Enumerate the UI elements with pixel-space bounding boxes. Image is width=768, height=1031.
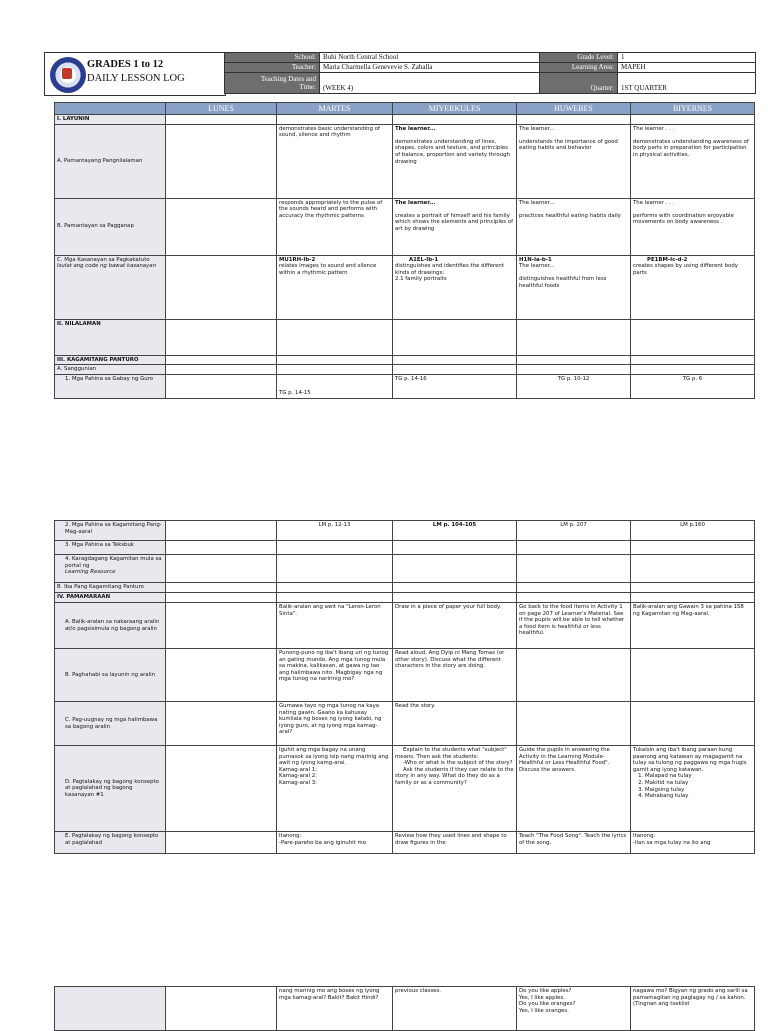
row-label-pamantayan-sa-pagganap: B. Pamantayan sa Pagganap bbox=[55, 198, 166, 255]
quarter-value: 1ST QUARTER bbox=[618, 73, 756, 94]
row-label-balik-aral: A. Balik-aralan sa nakaraang aralin at/o pagsisimula ng bagong aralin bbox=[55, 603, 166, 649]
cell-lm-huwebes: LM p. 207 bbox=[517, 521, 631, 541]
cell-b-huwebes: The learner... practices healthful eating habits daily bbox=[517, 198, 631, 255]
cell-b-miyerkules: The learner... creates a portrait of himself and his family which shows the elements and principles of art by drawing bbox=[393, 198, 517, 255]
cell-p3-miyerkules: previous classes. bbox=[393, 987, 517, 1031]
cell-pa-martes: Balik-aralan ang awit na "Leron-Leron Sinta". bbox=[277, 603, 393, 649]
day-huwebes: HUWEBES bbox=[517, 103, 631, 115]
row-label-iba-pang-kagamitan: B. Iba Pang Kagamitang Panturo bbox=[55, 583, 166, 593]
school-value: Buhi North Central School bbox=[320, 53, 540, 63]
cell-c-biyernes: PE1BM-Ic-d-2 creates shapes by using different body parts bbox=[631, 255, 755, 319]
cell-pe-martes: Itanong: -Pare-pareho ba ang iginuhit mo bbox=[277, 832, 393, 854]
day-biyernes: BIYERNES bbox=[631, 103, 755, 115]
cell-a-miyerkules: The learner... demonstrates understanding of lines, shapes, colors and texture, and principles of balance, proportion and variety through drawing bbox=[393, 124, 517, 198]
deped-seal-icon bbox=[50, 57, 86, 93]
section-sanggunian: A. Sanggunian bbox=[55, 365, 166, 375]
cell-gabay-biyernes: TG p. 6 bbox=[631, 374, 755, 398]
grade-label: Grade Level: bbox=[540, 53, 618, 63]
cell-lm-biyernes: LM p.160 bbox=[631, 521, 755, 541]
row-label-teksbuk: 3. Mga Pahina sa Teksbuk bbox=[55, 541, 166, 555]
cell-pa-biyernes: Balik-aralan ang Gawain 3 sa pahina 158 ng Kagamitan ng Mag-aaral. bbox=[631, 603, 755, 649]
cell-a-martes: demonstrates basic understanding of sound, silence and rhythm bbox=[277, 124, 393, 198]
section-pamamaraan: IV. PAMAMARAAN bbox=[55, 593, 166, 603]
cell-lm-martes: LM p. 12-13 bbox=[277, 521, 393, 541]
section-kagamitang-panturo: III. KAGAMITANG PANTURO bbox=[55, 355, 166, 365]
cell-gabay-huwebes: TG p. 10-12 bbox=[517, 374, 631, 398]
row-label-pag-uugnay: C. Pag-uugnay ng mga halimbawa sa bagong aralin bbox=[55, 702, 166, 746]
section-layunin: I. LAYUNIN bbox=[55, 115, 166, 125]
lesson-log-table-page1 bbox=[54, 102, 755, 399]
row-label-paghahabi: B. Paghahabi sa layunin ng aralin bbox=[55, 649, 166, 702]
cell-a-biyernes: The learner . . . demonstrates understanding awareness of body parts in preparation for participation in physical activities. bbox=[631, 124, 755, 198]
teacher-label: Teacher: bbox=[225, 63, 320, 73]
row-label-pagtalakay-2: E. Pagtalakay ng bagong konsepto at paglalahad bbox=[55, 832, 166, 854]
cell-pb-martes: Punong-puno ng iba't ibang uri ng tunog an gating mundo. Ang mga tunog mula sa makina, kalikasan, at gawa ng tao ang halimbawa nito. Magbigay nga ng mga tunog na naririnig mo? bbox=[277, 649, 393, 702]
cell-b-biyernes: The learner . . . performs with coordination enjoyable movements on body awareness . bbox=[631, 198, 755, 255]
cell-pd-biyernes: Tukalsin ang iba't ibang paraan kung paanong ang katawan ay magagamit na tulay sa tulong ng paggawa ng mga hugis gamit ang iyong katawan. 1. Malapad na tulay 2. Makitid na tulay 3. Maigsing tulay 4. Mahabang tulay bbox=[631, 746, 755, 832]
cell-pc-miyerkules: Read the story. bbox=[393, 702, 517, 746]
area-value: MAPEH bbox=[618, 63, 756, 73]
row-label-gabay-ng-guro: 1. Mga Pahina sa Gabay ng Guro bbox=[55, 374, 166, 398]
list-item: 2. Makitid na tulay bbox=[645, 780, 752, 787]
cell-c-miyerkules: A1EL-Ib-1 distinguishes and identifies the different kinds of drawings: 2.1 family portraits bbox=[393, 255, 517, 319]
row-label-pagtalakay-1: D. Pagtalakay ng bagong konsepto at paglalahad ng bagong kasanayan #1 bbox=[55, 746, 166, 832]
cell-pd-miyerkules: Explain to the students what "subject" means. Then ask the students: -Who or what is the subject of the story? Ask the students if they can relate to the story in any way. What do they do as a family or as a community? bbox=[393, 746, 517, 832]
cell-pc-martes: Gumawa tayo ng mga tunog na kaya nating gawin. Gaano ka kahusay kumilala ng boses ng iyong katabi, ng iyong guro, at ng iyong mga kamag-aral? bbox=[277, 702, 393, 746]
cell-b-martes: responds appropriately to the pulse of the sounds heard and performs with accuracy the rhythmic patterns bbox=[277, 198, 393, 255]
cell-pa-huwebes: Go back to the food items in Activity 1 on page 207 of Learner's Material. See if the pupils will be able to tell whether a food item is healthful or less healthful. bbox=[517, 603, 631, 649]
day-martes: MARTES bbox=[277, 103, 393, 115]
title-daily-lesson-log: DAILY LESSON LOG bbox=[87, 73, 185, 84]
cell-p3-huwebes: Do you like apples? Yes, I like apples. Do you like oranges? Yes, I like oranges. bbox=[517, 987, 631, 1031]
header-info-table bbox=[224, 52, 756, 94]
cell-pb-miyerkules: Read aloud, Ang Dyip ni Mang Tomas (or other story). Discuss what the different characters in the story are doing. bbox=[393, 649, 517, 702]
section-nilalaman: II. NILALAMAN bbox=[55, 319, 166, 355]
cell-pd-huwebes: Guide the pupils in answering the Activity in the Learning Module- Healthful or Less Healthful Food". Discuss the answers. bbox=[517, 746, 631, 832]
cell-c-huwebes: H1N-Ia-b-1 The learner... distinguishes healthful from less healthful foods bbox=[517, 255, 631, 319]
day-lunes: LUNES bbox=[166, 103, 277, 115]
cell-a-huwebes: The learner... understands the importance of good eating habits and behavior bbox=[517, 124, 631, 198]
row-label-kagamitang-pang-mag-aaral: 2. Mga Pahina sa Kagamitang Pang-Mag-aaral bbox=[55, 521, 166, 541]
cell-p3-biyernes: nagawa mo? Bigyan ng grado ang sarili sa pamamagitan ng paglagay ng / sa kahon.(Tingnan ang tseklist bbox=[631, 987, 755, 1031]
grade-value: 1 bbox=[618, 53, 756, 63]
cell-c-martes: MU1RH-Ib-2 relates images to sound and silence within a rhythmic pattern bbox=[277, 255, 393, 319]
quarter-label: Quarter: bbox=[540, 73, 618, 94]
dates-label: Teaching Dates and Time: bbox=[225, 73, 320, 94]
blank-header bbox=[55, 103, 166, 115]
cell-gabay-miyerkules: TG p. 14-16 bbox=[393, 374, 517, 398]
list-item: 1. Malapad na tulay bbox=[645, 773, 752, 780]
cell-pe-biyernes: Itanong: -Ilan sa mga tulay na ito ang bbox=[631, 832, 755, 854]
row-label-karagdagang-kagamitan: 4. Karagdagang Kagamitan mula sa portal ng Learning Resource bbox=[55, 555, 166, 583]
cell-pe-miyerkules: Review how they used lines and shape to draw figures in the bbox=[393, 832, 517, 854]
cell-lm-miyerkules: LM p. 104-105 bbox=[393, 521, 517, 541]
cell-gabay-martes: TG p. 14-15 bbox=[277, 374, 393, 398]
row-label-pamantayang-pangnilalaman: A. Pamantayang Pangnilalaman bbox=[55, 124, 166, 198]
dates-value: (WEEK 4) bbox=[320, 73, 540, 94]
lesson-log-table-page3 bbox=[54, 986, 755, 1031]
header-logo-box bbox=[44, 52, 226, 96]
bridge-list bbox=[633, 773, 752, 799]
cell-pa-miyerkules: Draw in a piece of paper your full body. bbox=[393, 603, 517, 649]
teacher-value: Maria Charmella Genevevie S. Zaballa bbox=[320, 63, 540, 73]
lesson-log-table-page2 bbox=[54, 520, 755, 854]
list-item: 4. Mahabang tulay bbox=[645, 793, 752, 800]
list-item: 3. Maigsing tulay bbox=[645, 787, 752, 794]
cell-p3-martes: nang marinig mo ang boses ng iyong mga kamag-aral? Bakit? Bakit Hindi? bbox=[277, 987, 393, 1031]
school-label: School: bbox=[225, 53, 320, 63]
area-label: Learning Area: bbox=[540, 63, 618, 73]
title-grades: GRADES 1 to 12 bbox=[87, 59, 164, 70]
day-miyerkules: MIYERKULES bbox=[393, 103, 517, 115]
cell-pd-martes: Iguhit ang mga bagay na unang pumasok sa iyong isip nang marinig ang awit ng iyong kamg-arai. Kamag-aral 1: Kamag-aral 2: Kamag-aral 3: bbox=[277, 746, 393, 832]
row-label-kasanayan: C. Mga Kasanayan sa Pagkakatuto Isulat ang code ng bawat kasanayan bbox=[55, 255, 166, 319]
cell-pe-huwebes: Teach "The Food Song". Teach the lyrics of the song. bbox=[517, 832, 631, 854]
